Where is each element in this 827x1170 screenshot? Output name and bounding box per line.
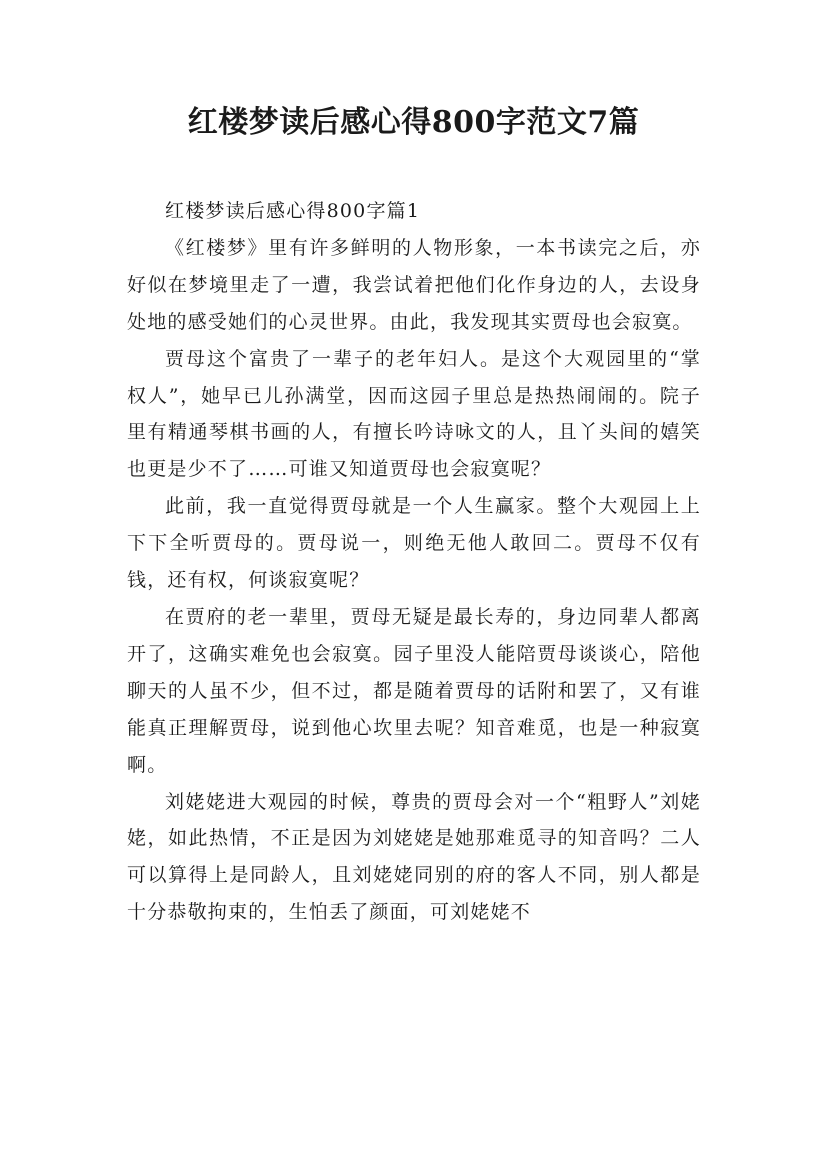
paragraph: 《红楼梦》里有许多鲜明的人物形象，一本书读完之后，亦好似在梦境里走了一遭，我尝试着把他们化作身边的人，去设身处地的感受她们的心灵世界。由此，我发现其实贾母也会寂寞。 <box>127 236 701 333</box>
paragraph: 此前，我一直觉得贾母就是一个人生赢家。整个大观园上上下下全听贾母的。贾母说一，则绝无他人敢回二。贾母不仅有钱，还有权，何谈寂寞呢？ <box>127 495 701 592</box>
paragraph: 贾母这个富贵了一辈子的老年妇人。是这个大观园里的“掌权人”，她早已儿孙满堂，因而这园子里总是热热闹闹的。院子里有精通琴棋书画的人，有擅长吟诗咏文的人，且丫头间的嬉笑也更是少不了……可谁又知道贾母也会寂寞呢？ <box>127 347 701 481</box>
paragraph: 在贾府的老一辈里，贾母无疑是最长寿的，身边同辈人都离开了，这确实难免也会寂寞。园子里没人能陪贾母谈谈心，陪他聊天的人虽不少，但不过，都是随着贾母的话附和罢了，又有谁能真正理解贾母，说到他心坎里去呢？知音难觅，也是一种寂寞啊。 <box>127 605 701 776</box>
section-heading: 红楼梦读后感心得800字篇1 <box>165 200 421 222</box>
paragraph: 刘姥姥进大观园的时候，尊贵的贾母会对一个“粗野人”刘姥姥，如此热情，不正是因为刘姥姥是她那难觅寻的知音吗？二人可以算得上是同龄人，且刘姥姥同别的府的客人不同，别人都是十分恭敬拘束的，生怕丢了颜面，可刘姥姥不 <box>127 790 701 924</box>
document-body <box>127 193 701 931</box>
document-title: 红楼梦读后感心得800字范文7篇 <box>187 105 640 140</box>
